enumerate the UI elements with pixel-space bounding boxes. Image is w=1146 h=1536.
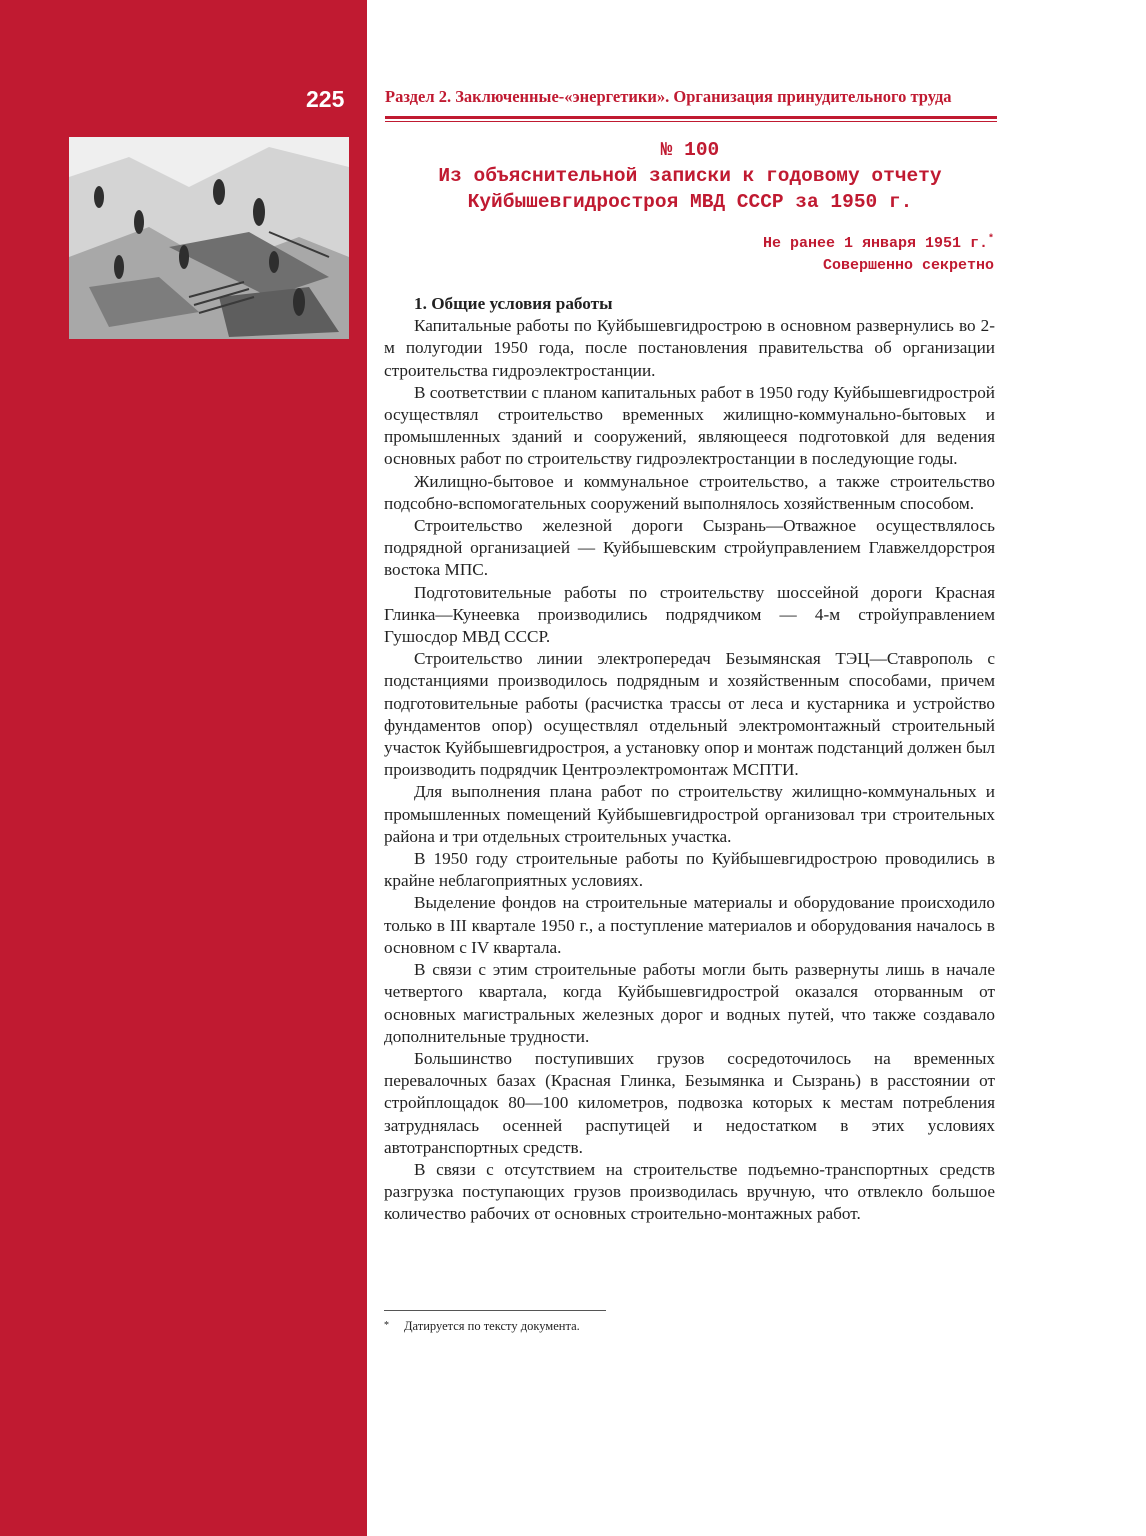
document-date-line <box>600 229 994 255</box>
footnote-rule <box>384 1310 606 1311</box>
paragraph: Строительство линии электропередач Безымянская ТЭЦ—Ставрополь с подстанциями производилось подрядным и хозяйственным способами, причем подготовительные работы (расчистка трассы от леса и кустарника и устройство фундаментов опор) осуществлял отдельный электромонтажный строительный участок Куйбышевгидростроя, а установку опор и монтаж подстанций должен был производить подрядчик Центроэлектромонтаж МСПТИ. <box>384 649 995 780</box>
paragraph: Для выполнения плана работ по строительству жилищно-коммунальных и промышленных помещений Куйбышевгидрострой организовал три строительных района и три отдельных строительных участка. <box>384 782 995 846</box>
document-meta <box>600 229 994 277</box>
document-number: № 100 <box>660 139 720 161</box>
header-rule-thick <box>385 116 997 119</box>
page-number: 225 <box>306 86 345 112</box>
labor-camp-photo-illustration <box>69 137 349 339</box>
document-classification: Совершенно секретно <box>822 257 994 274</box>
paragraph: Строительство железной дороги Сызрань—Отважное осуществлялось подрядной организацией — Куйбышевским стройуправлением Главжелдорстроя востока МПС. <box>384 516 995 580</box>
body-text <box>384 293 995 1226</box>
header-rule-thin <box>385 121 997 122</box>
footnote <box>384 1318 995 1334</box>
paragraph: Жилищно-бытовое и коммунальное строительство, а также строительство подсобно-вспомогательных сооружений выполнялось хозяйственным способом. <box>384 471 995 513</box>
section-heading: 1. Общие условия работы <box>414 294 613 313</box>
document-date: Не ранее 1 января 1951 г. <box>762 235 988 252</box>
paragraph: Капитальные работы по Куйбышевгидрострою в основном развернулись во 2-м полугодии 1950 года, после постановления правительства об организации строительства гидроэлектростанции. <box>384 316 995 380</box>
paragraph: Большинство поступивших грузов сосредоточилось на временных перевалочных базах (Красная Глинка, Безымянка и Сызрань) в расстоянии от стройплощадок 80—100 километров, подвозка которых к местам потребления затруднялась осенней распутицей и недостатком в этих условиях автотранспортных средств. <box>384 1048 995 1157</box>
document-title-line2: Куйбышевгидростроя МВД СССР за 1950 г. <box>467 191 913 213</box>
paragraph: Подготовительные работы по строительству шоссейной дороги Красная Глинка—Кунеевка производились подрядчиком — 4-м стройуправлением Гушосдор МВД СССР. <box>384 582 995 647</box>
running-head: Раздел 2. Заключенные-«энергетики». Организация принудительного труда <box>385 87 952 106</box>
document-title-line1: Из объяснительной записки к годовому отчету <box>438 165 942 187</box>
paragraph: В связи с этим строительные работы могли быть развернуты лишь в начале четвертого квартала, когда Куйбышевгидрострой оказался оторванным от основных магистральных железных дорог и водных путей, что также создавало дополнительные трудности. <box>384 960 995 1046</box>
paragraph: В связи с отсутствием на строительстве подъемно-транспортных средств разгрузка поступающих грузов производилась вручную, что отвлекло большое количество рабочих от основных строительно-монтажных работ. <box>384 1159 995 1224</box>
footnote-text: Датируется по тексту документа. <box>404 1319 580 1333</box>
archival-photo <box>69 137 349 339</box>
paragraph: Выделение фондов на строительные материалы и оборудование происходило только в III квартале 1950 г., а поступление материалов и оборудования началось в основном с IV квартала. <box>384 893 995 957</box>
footnote-mark: * <box>384 1320 389 1331</box>
paragraph: В 1950 году строительные работы по Куйбышевгидрострою проводились в крайне неблагоприятных условиях. <box>384 849 995 891</box>
paragraph: В соответствии с планом капитальных работ в 1950 году Куйбышевгидрострой осуществлял строительство временных жилищно-коммунально-бытовых и промышленных зданий и сооружений, являющееся подготовкой для ведения основных работ по строительству гидроэлектростанции в последующие годы. <box>384 382 995 469</box>
document-date-footnote-mark: * <box>987 234 994 245</box>
document-heading <box>383 137 997 215</box>
